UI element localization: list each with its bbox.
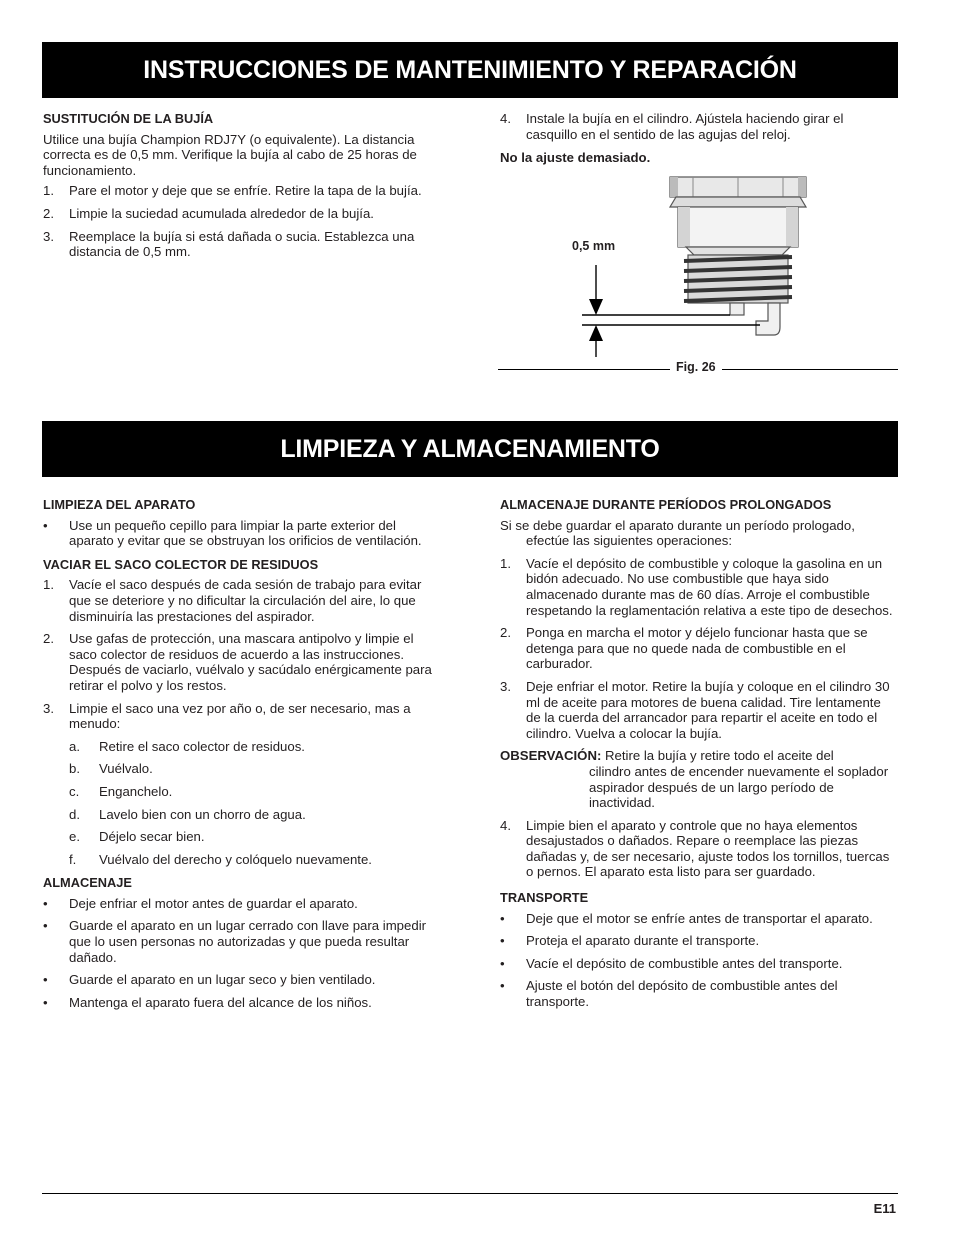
- section-banner-cleaning: [42, 421, 898, 477]
- item-text: Lavelo bien con un chorro de agua.: [99, 806, 306, 822]
- figure-caption: Fig. 26: [670, 360, 722, 376]
- bullet: •: [500, 955, 505, 971]
- item-text: Use gafas de protección, una mascara antipolvo y limpie el saco colector de residuos de acuerdo a las instrucciones. Después de vaciarlo, vuélvalo y sacúdalo enérgicamente para retirar el polvo y los restos.: [69, 631, 432, 693]
- item-text: Vacíe el depósito de combustible antes del transporte.: [526, 955, 843, 971]
- gap-label: 0,5 mm: [572, 239, 616, 253]
- item-text: Instale la bujía en el cilindro. Ajústela haciendo girar el casquillo en el sentido de las agujas del reloj.: [526, 111, 844, 142]
- list-item: [43, 577, 443, 624]
- list-item: [500, 978, 898, 1009]
- bullet: •: [43, 918, 48, 934]
- list-item: [43, 701, 443, 732]
- list-item: [500, 933, 898, 949]
- intro-paragraph: Si se debe guardar el aparato durante un período prologado, efectúe las siguientes operaciones:: [500, 517, 855, 549]
- note-text-first: Retire la bujía y retire todo el aceite del: [605, 748, 834, 764]
- sub-list-item: [43, 807, 443, 823]
- item-letter: b.: [69, 761, 80, 777]
- section-heading: ALMACENAJE: [43, 875, 132, 891]
- item-text: Deje enfriar el motor. Retire la bujía y coloque en el cilindro 30 ml de aceite para motores de buena calidad. Tire lentamente de la cuerda del arrancador para repartir el aceite en todo el cilindro. Vuelva a colocar la bujía.: [526, 678, 890, 741]
- item-number: 2.: [43, 631, 54, 647]
- list-item: [43, 631, 443, 693]
- intro-paragraph: Utilice una bujía Champion RDJ7Y (o equivalente). La distancia correcta es de 0,5 mm. Verifique la bujía al cabo de 25 horas de funcionamiento.: [43, 131, 417, 178]
- item-text: Guarde el aparato en un lugar seco y bien ventilado.: [69, 972, 376, 988]
- section-banner-maintenance: [42, 42, 898, 98]
- item-text: Reemplace la bujía si está dañada o sucia. Establezca una distancia de 0,5 mm.: [69, 228, 415, 260]
- sub-list-item: [43, 829, 443, 845]
- item-letter: d.: [69, 806, 80, 822]
- item-number: 3.: [500, 678, 511, 694]
- spark-plug-section-continued: [500, 111, 898, 166]
- section-heading: SUSTITUCIÓN DE LA BUJÍA: [43, 111, 214, 126]
- item-number: 2.: [43, 205, 54, 221]
- item-text: Limpie la suciedad acumulada alrededor de la bujía.: [69, 205, 374, 221]
- spark-plug-figure: [498, 175, 898, 375]
- section-title: LIMPIEZA Y ALMACENAMIENTO: [280, 435, 660, 463]
- item-text: Deje que el motor se enfríe antes de transportar el aparato.: [526, 910, 873, 926]
- item-text: Limpie el saco una vez por año o, de ser necesario, mas a menudo:: [69, 700, 411, 732]
- item-text: Deje enfriar el motor antes de guardar el aparato.: [69, 895, 358, 911]
- item-text: Retire el saco colector de residuos.: [99, 738, 305, 754]
- section-heading: TRANSPORTE: [500, 890, 589, 906]
- item-number: 1.: [43, 183, 54, 199]
- item-text: Enganchelo.: [99, 783, 173, 799]
- item-number: 2.: [500, 625, 511, 641]
- cleaning-column: [43, 497, 443, 1017]
- sub-list-item: [43, 852, 443, 868]
- warning-text: No la ajuste demasiado.: [500, 150, 651, 166]
- list-item: [43, 995, 443, 1011]
- item-text: Proteja el aparato durante el transporte.: [526, 933, 760, 949]
- section-heading: LIMPIEZA DEL APARATO: [43, 497, 196, 512]
- item-number: 3.: [43, 228, 54, 244]
- bullet: •: [43, 994, 48, 1010]
- list-item: [500, 818, 898, 880]
- page-number: E11: [873, 1201, 896, 1216]
- spark-plug-section: [43, 111, 443, 267]
- section-heading: ALMACENAJE DURANTE PERÍODOS PROLONGADOS: [500, 497, 832, 512]
- list-item: [43, 518, 443, 549]
- sub-list-item: [43, 739, 443, 755]
- sub-list-item: [43, 784, 443, 800]
- item-text: Mantenga el aparato fuera del alcance de los niños.: [69, 994, 372, 1010]
- item-text: Déjelo secar bien.: [99, 829, 205, 845]
- item-text: Vacíe el depósito de combustible y coloque la gasolina en un bidón adecuado. No use combustible que haya sido almacenado durante mas de 60 días. Arroje el combustible respetando la reglamentación relativa a este tipo de desechos.: [526, 555, 893, 618]
- bullet: •: [43, 517, 48, 533]
- list-item: [500, 556, 898, 618]
- item-text: Limpie bien el aparato y controle que no haya elementos desajustados o dañados. Repare o reemplace las piezas dañadas y, de ser necesario, ajuste todos los tornillos, tuercas o pernos. El aparato esta listo para ser guardado.: [526, 817, 890, 880]
- item-text: Vuélvalo.: [99, 761, 153, 777]
- item-letter: a.: [69, 738, 80, 754]
- item-text: Vacíe el saco después de cada sesión de trabajo para evitar que se deteriore y no dificultar la circulación del aire, lo que disminuiría las prestaciones del aspirador.: [69, 577, 422, 624]
- item-text: Ponga en marcha el motor y déjelo funcionar hasta que se detenga para que no quede nada de combustible en el carburador.: [526, 625, 868, 672]
- bullet: •: [43, 972, 48, 988]
- list-item: [43, 896, 443, 912]
- item-letter: e.: [69, 829, 80, 845]
- list-item: [43, 229, 443, 260]
- section-title: INSTRUCCIONES DE MANTENIMIENTO Y REPARACIÓN: [143, 56, 797, 84]
- footer-rule: [42, 1193, 898, 1194]
- item-letter: c.: [69, 783, 80, 799]
- note-label: OBSERVACIÓN:: [500, 748, 602, 764]
- item-number: 1.: [500, 555, 511, 571]
- item-letter: f.: [69, 851, 77, 867]
- item-text: Pare el motor y deje que se enfríe. Retire la tapa de la bujía.: [69, 183, 422, 199]
- list-item: [500, 111, 898, 142]
- list-item: [500, 956, 898, 972]
- long-term-storage-column: [500, 497, 898, 1017]
- item-text: Ajuste el botón del depósito de combustible antes del transporte.: [526, 978, 838, 1010]
- note-text-rest: cilindro antes de encender nuevamente el soplador aspirador después de un largo período de inactividad.: [589, 763, 889, 811]
- bullet: •: [500, 910, 505, 926]
- bullet: •: [500, 933, 505, 949]
- item-text: Use un pequeño cepillo para limpiar la parte exterior del aparato y evitar que se obstruyan los orificios de ventilación.: [69, 517, 422, 549]
- bullet: •: [43, 895, 48, 911]
- item-number: 4.: [500, 817, 511, 833]
- bullet: •: [500, 978, 505, 994]
- item-text: Guarde el aparato en un lugar cerrado con llave para impedir que lo usen personas no autorizadas y que pueda resultar dañado.: [69, 918, 427, 965]
- section-heading: VACIAR EL SACO COLECTOR DE RESIDUOS: [43, 556, 319, 572]
- spark-plug-illustration: [498, 175, 898, 375]
- list-item: [43, 972, 443, 988]
- list-item: [43, 183, 443, 199]
- observation-note: [500, 748, 898, 810]
- item-number: 4.: [500, 111, 511, 126]
- list-item: [500, 911, 898, 927]
- list-item: [500, 625, 898, 672]
- item-number: 1.: [43, 577, 54, 593]
- list-item: [43, 918, 443, 965]
- item-number: 3.: [43, 700, 54, 716]
- sub-list-item: [43, 761, 443, 777]
- list-item: [500, 679, 898, 741]
- list-item: [43, 206, 443, 222]
- item-text: Vuélvalo del derecho y colóquelo nuevamente.: [99, 851, 372, 867]
